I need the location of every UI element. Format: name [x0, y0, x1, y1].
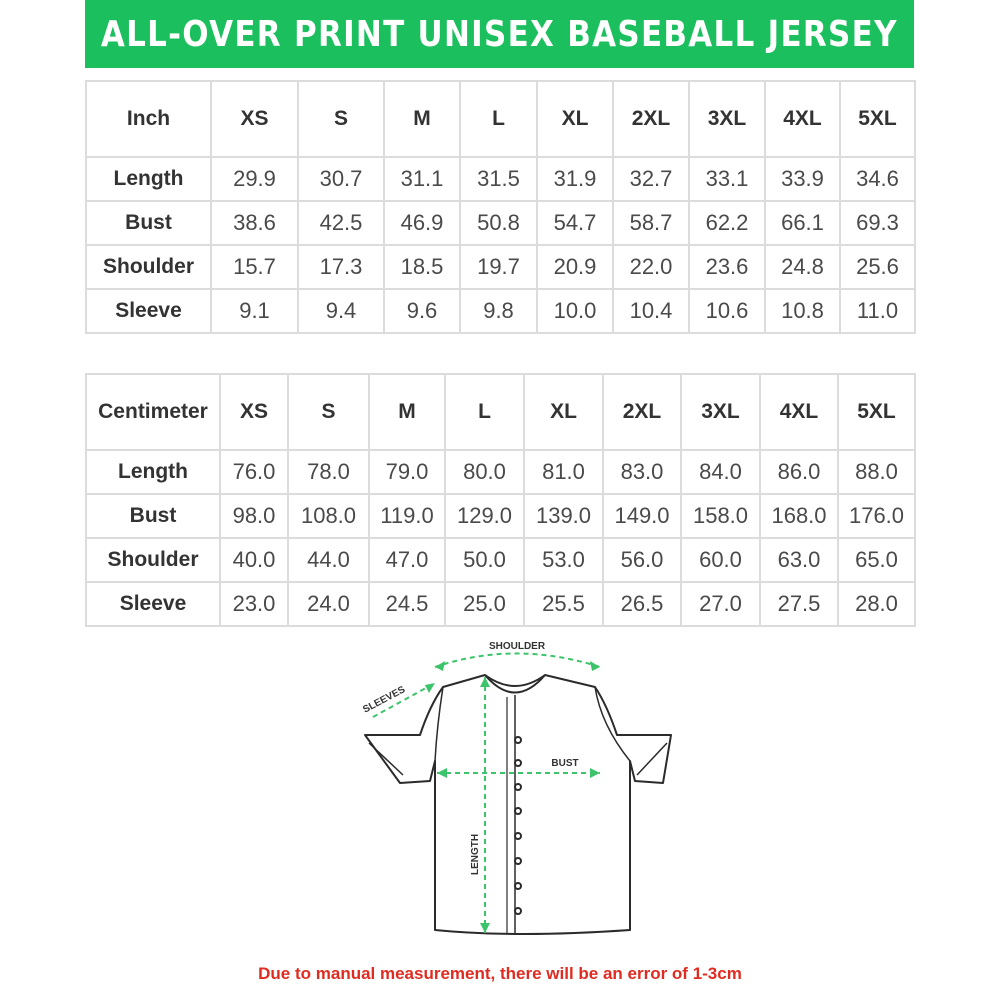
size-header: XL: [537, 81, 613, 157]
table-cell: 25.6: [840, 245, 915, 289]
table-row: [86, 245, 915, 289]
table-cell: 10.0: [537, 289, 613, 333]
table-cell: 69.3: [840, 201, 915, 245]
table-cell: 158.0: [681, 494, 760, 538]
size-header: 4XL: [765, 81, 840, 157]
table-cell: 108.0: [288, 494, 369, 538]
table-cell: 129.0: [445, 494, 524, 538]
table-cell: 24.0: [288, 582, 369, 626]
table-cell: 24.8: [765, 245, 840, 289]
size-header: 5XL: [840, 81, 915, 157]
table-cell: 76.0: [220, 450, 288, 494]
row-label: Sleeve: [86, 289, 211, 333]
table-cell: 56.0: [603, 538, 681, 582]
table-cell: 10.4: [613, 289, 689, 333]
table-cell: 22.0: [613, 245, 689, 289]
size-header: L: [445, 374, 524, 450]
table-cell: 84.0: [681, 450, 760, 494]
table-cell: 9.1: [211, 289, 298, 333]
table-cell: 10.8: [765, 289, 840, 333]
table-cell: 47.0: [369, 538, 445, 582]
table-cell: 27.5: [760, 582, 838, 626]
table-row: [86, 494, 915, 538]
inch-size-table: [85, 80, 916, 334]
size-header: M: [384, 81, 460, 157]
sleeves-label: SLEEVES: [361, 684, 408, 716]
table-cell: 11.0: [840, 289, 915, 333]
row-label: Shoulder: [86, 245, 211, 289]
table-cell: 17.3: [298, 245, 384, 289]
table-cell: 29.9: [211, 157, 298, 201]
table-cell: 78.0: [288, 450, 369, 494]
table-cell: 25.0: [445, 582, 524, 626]
unit-label: Centimeter: [86, 374, 220, 450]
table-cell: 34.6: [840, 157, 915, 201]
table-row: [86, 450, 915, 494]
table-cell: 44.0: [288, 538, 369, 582]
table-cell: 62.2: [689, 201, 765, 245]
row-label: Length: [86, 450, 220, 494]
size-header: L: [460, 81, 537, 157]
table-cell: 23.6: [689, 245, 765, 289]
row-label: Sleeve: [86, 582, 220, 626]
table-cell: 53.0: [524, 538, 603, 582]
table-cell: 18.5: [384, 245, 460, 289]
row-label: Bust: [86, 494, 220, 538]
table-cell: 46.9: [384, 201, 460, 245]
size-header: 4XL: [760, 374, 838, 450]
row-label: Length: [86, 157, 211, 201]
jersey-measurement-diagram: [355, 635, 685, 945]
table-cell: 119.0: [369, 494, 445, 538]
table-cell: 33.1: [689, 157, 765, 201]
size-header: 5XL: [838, 374, 915, 450]
table-cell: 27.0: [681, 582, 760, 626]
size-header: S: [298, 81, 384, 157]
table-cell: 83.0: [603, 450, 681, 494]
table-cell: 31.1: [384, 157, 460, 201]
page-title: ALL-OVER PRINT UNISEX BASEBALL JERSEY: [101, 13, 898, 55]
table-cell: 149.0: [603, 494, 681, 538]
table-cell: 33.9: [765, 157, 840, 201]
table-cell: 42.5: [298, 201, 384, 245]
table-cell: 80.0: [445, 450, 524, 494]
shoulder-label: SHOULDER: [488, 641, 546, 652]
size-header: M: [369, 374, 445, 450]
table-cell: 79.0: [369, 450, 445, 494]
table-cell: 9.6: [384, 289, 460, 333]
row-label: Bust: [86, 201, 211, 245]
table-row: [86, 582, 915, 626]
table-cell: 63.0: [760, 538, 838, 582]
table-cell: 139.0: [524, 494, 603, 538]
size-header: S: [288, 374, 369, 450]
bust-label: BUST: [551, 758, 579, 769]
table-cell: 15.7: [211, 245, 298, 289]
size-header: 3XL: [681, 374, 760, 450]
table-cell: 25.5: [524, 582, 603, 626]
table-cell: 28.0: [838, 582, 915, 626]
table-cell: 66.1: [765, 201, 840, 245]
title-banner: [85, 0, 914, 68]
table-row: [86, 538, 915, 582]
table-row: [86, 201, 915, 245]
size-header: 3XL: [689, 81, 765, 157]
baseball-jersey-icon: [365, 675, 671, 934]
table-cell: 20.9: [537, 245, 613, 289]
table-cell: 31.5: [460, 157, 537, 201]
table-cell: 9.4: [298, 289, 384, 333]
table-cell: 19.7: [460, 245, 537, 289]
table-cell: 31.9: [537, 157, 613, 201]
table-cell: 54.7: [537, 201, 613, 245]
table-cell: 168.0: [760, 494, 838, 538]
table-cell: 86.0: [760, 450, 838, 494]
table-cell: 32.7: [613, 157, 689, 201]
table-row: [86, 289, 915, 333]
row-label: Shoulder: [86, 538, 220, 582]
length-label: LENGTH: [470, 833, 481, 875]
table-cell: 30.7: [298, 157, 384, 201]
table-header-row: [86, 374, 915, 450]
table-cell: 40.0: [220, 538, 288, 582]
table-cell: 38.6: [211, 201, 298, 245]
size-header: XS: [211, 81, 298, 157]
table-cell: 176.0: [838, 494, 915, 538]
table-cell: 58.7: [613, 201, 689, 245]
table-cell: 23.0: [220, 582, 288, 626]
centimeter-size-table: [85, 373, 916, 627]
table-cell: 60.0: [681, 538, 760, 582]
table-cell: 50.8: [460, 201, 537, 245]
shoulder-measure-line: [435, 654, 600, 668]
table-cell: 50.0: [445, 538, 524, 582]
size-header: XL: [524, 374, 603, 450]
table-row: [86, 157, 915, 201]
table-cell: 81.0: [524, 450, 603, 494]
size-header: 2XL: [603, 374, 681, 450]
table-cell: 9.8: [460, 289, 537, 333]
table-cell: 98.0: [220, 494, 288, 538]
size-header: 2XL: [613, 81, 689, 157]
measurement-note: Due to manual measurement, there will be an error of 1-3cm: [258, 964, 742, 983]
table-cell: 65.0: [838, 538, 915, 582]
table-header-row: [86, 81, 915, 157]
table-cell: 10.6: [689, 289, 765, 333]
table-cell: 24.5: [369, 582, 445, 626]
table-cell: 88.0: [838, 450, 915, 494]
table-cell: 26.5: [603, 582, 681, 626]
size-header: XS: [220, 374, 288, 450]
unit-label: Inch: [86, 81, 211, 157]
